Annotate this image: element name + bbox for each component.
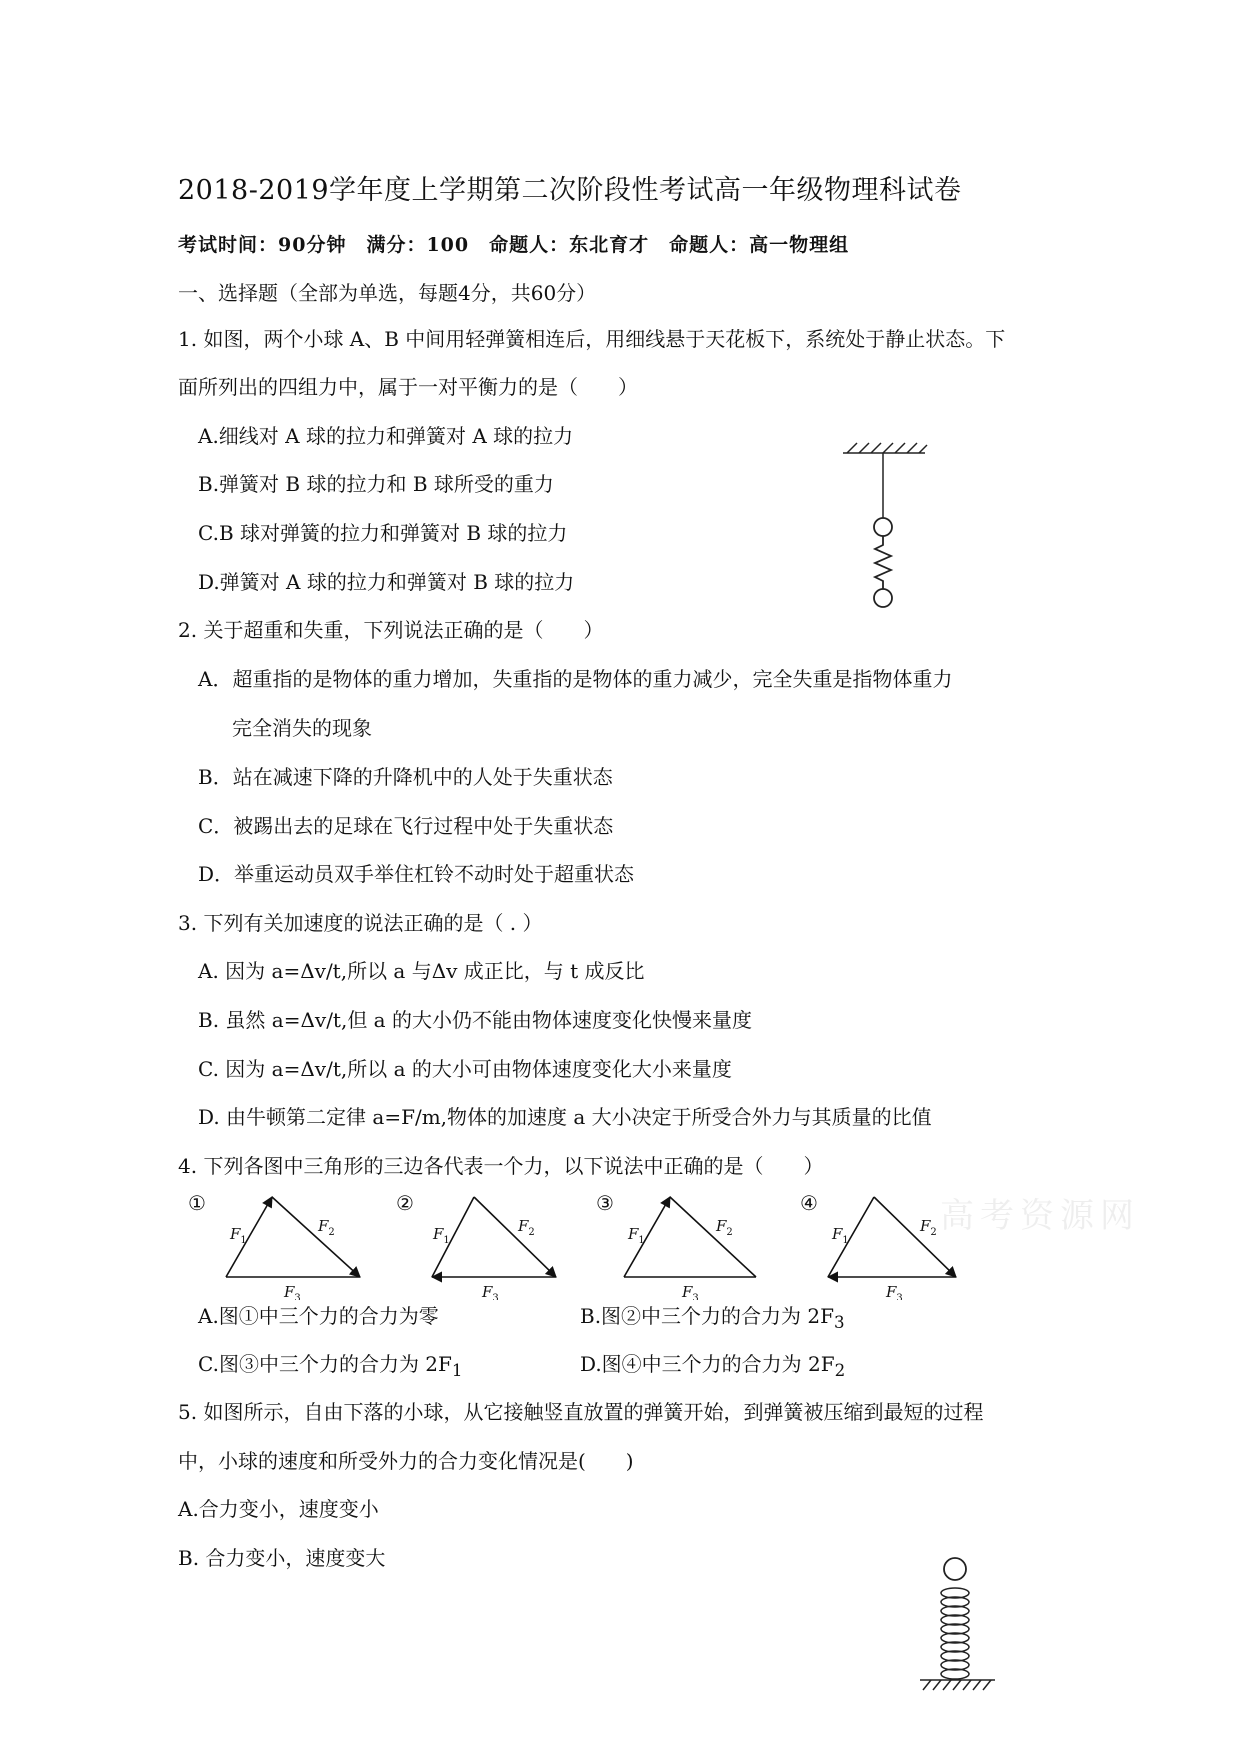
q1-option-a: A.细线对 A 球的拉力和弹簧对 A 球的拉力 [198, 424, 574, 448]
q1-option-d: D.弹簧对 A 球的拉力和弹簧对 B 球的拉力 [198, 570, 575, 594]
section-heading: 一、选择题（全部为单选，每题4分，共60分） [178, 281, 597, 305]
q2-option-b: B．站在减速下降的升降机中的人处于失重状态 [198, 765, 613, 789]
q3-option-d: D. 由牛顿第二定律 a=F/m,物体的加速度 a 大小决定于所受合外力与其质量的比值 [198, 1105, 932, 1129]
figure-label-1: ① [188, 1191, 206, 1215]
q4-stem: 4. 下列各图中三角形的三边各代表一个力，以下说法中正确的是（ ） [178, 1154, 824, 1178]
triangle-figure-2 [432, 1197, 556, 1277]
force-label: $F_3$ [482, 1283, 499, 1300]
force-label: $F_3$ [886, 1283, 903, 1300]
q5-option-b: B. 合力变小，速度变大 [178, 1546, 386, 1570]
force-label: $F_3$ [682, 1283, 699, 1300]
force-label: $F_1$ [433, 1225, 450, 1246]
spring-coil [875, 536, 891, 590]
force-label: $F_2$ [716, 1217, 733, 1238]
q4-option-c: C.图③中三个力的合力为 $2F_1$ [198, 1352, 463, 1380]
q3-option-a: A. 因为 a=Δv/t,所以 a 与Δv 成正比，与 t 成反比 [198, 959, 645, 983]
q1-option-b: B.弹簧对 B 球的拉力和 B 球所受的重力 [198, 472, 554, 496]
ground-hatch [920, 1680, 995, 1690]
q5-option-a: A.合力变小，速度变小 [178, 1497, 379, 1521]
force-label: $F_2$ [518, 1217, 535, 1238]
q3-option-b: B. 虽然 a=Δv/t,但 a 的大小仍不能由物体速度变化快慢来量度 [198, 1008, 752, 1032]
q1-option-c: C.B 球对弹簧的拉力和弹簧对 B 球的拉力 [198, 521, 568, 545]
watermark-text: 高考资源网 [940, 1196, 1140, 1236]
q3-option-c: C. 因为 a=Δv/t,所以 a 的大小可由物体速度变化大小来量度 [198, 1057, 732, 1081]
q4-triangle-figures [180, 1185, 1000, 1300]
q4-option-a: A.图①中三个力的合力为零 [198, 1304, 439, 1328]
force-label: $F_2$ [318, 1217, 335, 1238]
force-label: $F_2$ [920, 1217, 937, 1238]
falling-ball [944, 1558, 966, 1580]
q3-stem: 3. 下列有关加速度的说法正确的是（ . ） [178, 911, 543, 935]
ball-b [874, 589, 892, 607]
force-label: $F_3$ [284, 1283, 301, 1300]
force-label: $F_1$ [832, 1225, 849, 1246]
q5-stem-line2: 中，小球的速度和所受外力的合力变化情况是( ) [178, 1449, 634, 1473]
exam-title: 2018-2019学年度上学期第二次阶段性考试高一年级物理科试卷 [178, 175, 962, 206]
ball-a [874, 518, 892, 536]
q5-stem-line1: 5. 如图所示，自由下落的小球，从它接触竖直放置的弹簧开始，到弹簧被压缩到最短的过程 [178, 1400, 984, 1424]
q4-option-b: B.图②中三个力的合力为 $2F_3$ [580, 1304, 845, 1332]
q1-spring-figure [835, 435, 945, 615]
force-label: $F_1$ [628, 1225, 645, 1246]
q2-option-d: D．举重运动员双手举住杠铃不动时处于超重状态 [198, 862, 635, 886]
q1-stem-line2: 面所列出的四组力中，属于一对平衡力的是（ ） [178, 375, 638, 399]
vertical-spring [941, 1588, 969, 1679]
q2-option-c: C．被踢出去的足球在飞行过程中处于失重状态 [198, 814, 614, 838]
figure-label-2: ② [396, 1191, 414, 1215]
q2-option-a-line1: A．超重指的是物体的重力增加，失重指的是物体的重力减少，完全失重是指物体重力 [198, 667, 953, 691]
force-label: $F_1$ [230, 1225, 247, 1246]
q2-option-a-line2: 完全消失的现象 [232, 716, 372, 740]
q4-option-d: D.图④中三个力的合力为 $2F_2$ [580, 1352, 846, 1380]
exam-meta: 考试时间：90分钟 满分：100 命题人：东北育才 命题人：高一物理组 [178, 234, 850, 256]
q1-stem-line1: 1. 如图，两个小球 A、B 中间用轻弹簧相连后，用细线悬于天花板下，系统处于静止状态。下 [178, 327, 1006, 351]
figure-label-4: ④ [800, 1191, 818, 1215]
figure-label-3: ③ [596, 1191, 614, 1215]
ceiling-hatch [843, 443, 927, 453]
q2-stem: 2. 关于超重和失重，下列说法正确的是（ ） [178, 618, 604, 642]
q5-spring-figure [915, 1555, 1005, 1715]
